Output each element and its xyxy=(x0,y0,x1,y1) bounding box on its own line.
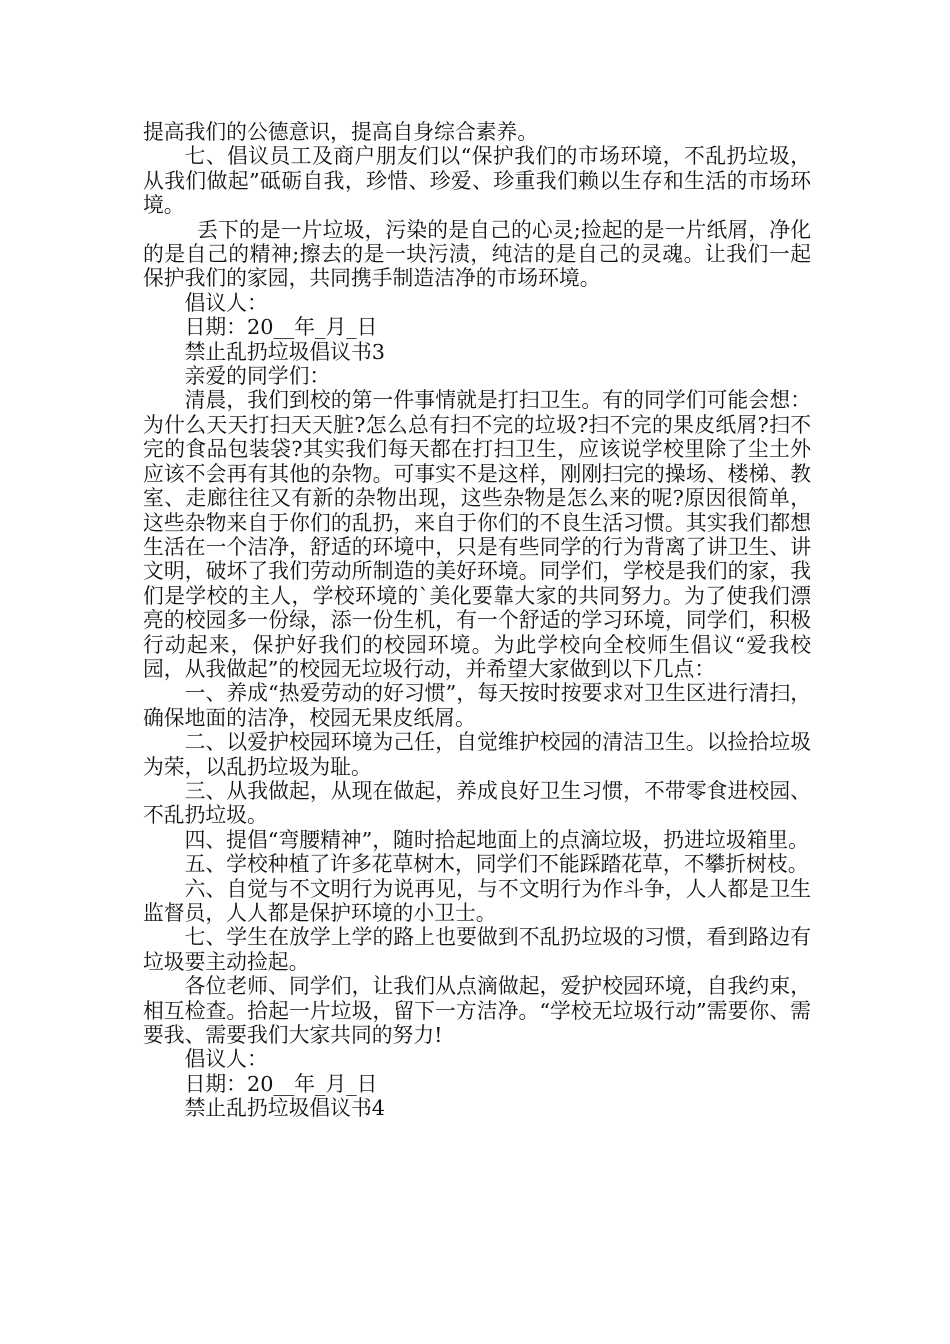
paragraph: 各位老师、同学们，让我们从点滴做起，爱护校园环境，自我约束，相互检查。拾起一片垃圾，留下一方洁净。“学校无垃圾行动”需要你、需要我、需要我们大家共同的努力! xyxy=(143,974,811,1048)
section-title: 禁止乱扔垃圾倡议书4 xyxy=(184,1096,385,1121)
list-item: 二、以爱护校园环境为己任，自觉维护校园的清洁卫生。以捡拾垃圾为荣，以乱扔垃圾为耻。 xyxy=(143,730,811,779)
list-item: 四、提倡“弯腰精神”，随时拾起地面上的点滴垃圾，扔进垃圾箱里。 xyxy=(184,827,809,852)
date-line: 日期：20__年_月_日 xyxy=(184,1071,378,1096)
salutation: 亲爱的同学们： xyxy=(184,364,331,389)
signature-label: 倡议人： xyxy=(184,290,268,315)
list-item: 七、学生在放学上学的路上也要做到不乱扔垃圾的习惯，看到路边有垃圾要主动捡起。 xyxy=(143,925,811,974)
document-body xyxy=(143,120,811,1121)
signature-label: 倡议人： xyxy=(184,1047,268,1072)
paragraph: 七、倡议员工及商户朋友们以“保护我们的市场环境，不乱扔垃圾，从我们做起”砥砺自我，珍惜、珍爱、珍重我们赖以生存和生活的市场环境。 xyxy=(143,144,811,218)
list-item: 五、学校种植了许多花草树木，同学们不能踩踏花草，不攀折树枝。 xyxy=(184,852,809,877)
list-item: 六、自觉与不文明行为说再见，与不文明行为作斗争，人人都是卫生监督员，人人都是保护环境的小卫士。 xyxy=(143,876,811,925)
section-title: 禁止乱扔垃圾倡议书3 xyxy=(184,339,385,364)
paragraph: 提高我们的公德意识，提高自身综合素养。 xyxy=(143,120,539,144)
list-item: 三、从我做起，从现在做起，养成良好卫生习惯，不带零食进校园、不乱扔垃圾。 xyxy=(143,778,811,828)
paragraph: 清晨，我们到校的第一件事情就是打扫卫生。有的同学们可能会想：为什么天天打扫天天脏?怎么总有扫不完的垃圾?扫不完的果皮纸屑?扫不完的食品包装袋?其实我们每天都在打扫卫生，应该说学校里除了尘土外应该不会再有其他的杂物。可事实不是这样，刚刚扫完的操场、楼梯、教室、走廊往往又有新的杂物出现，这些杂物是怎么来的呢?原因很简单，这些杂物来自于你们的乱扔，来自于你们的不良生活习惯。其实我们都想生活在一个洁净，舒适的环境中，只是有些同学的行为背离了讲卫生、讲文明，破坏了我们劳动所制造的美好环境。同学们，学校是我们的家，我们是学校的主人，学校环境的`美化要靠大家的共同努力。为了使我们漂亮的校园多一份绿，添一份生机，有一个舒适的学习环境，同学们，积极行动起来，保护好我们的校园环境。为此学校向全校师生倡议“爱我校园，从我做起”的校园无垃圾行动，并希望大家做到以下几点： xyxy=(143,388,811,681)
list-item: 一、养成“热爱劳动的好习惯”，每天按时按要求对卫生区进行清扫，确保地面的洁净，校园无果皮纸屑。 xyxy=(143,681,811,730)
paragraph: 丢下的是一片垃圾，污染的是自己的心灵;捡起的是一片纸屑，净化的是自己的精神;擦去的是一块污渍，纯洁的是自己的灵魂。让我们一起保护我们的家园，共同携手制造洁净的市场环境。 xyxy=(143,217,811,291)
date-line: 日期：20__年_月_日 xyxy=(184,315,378,340)
